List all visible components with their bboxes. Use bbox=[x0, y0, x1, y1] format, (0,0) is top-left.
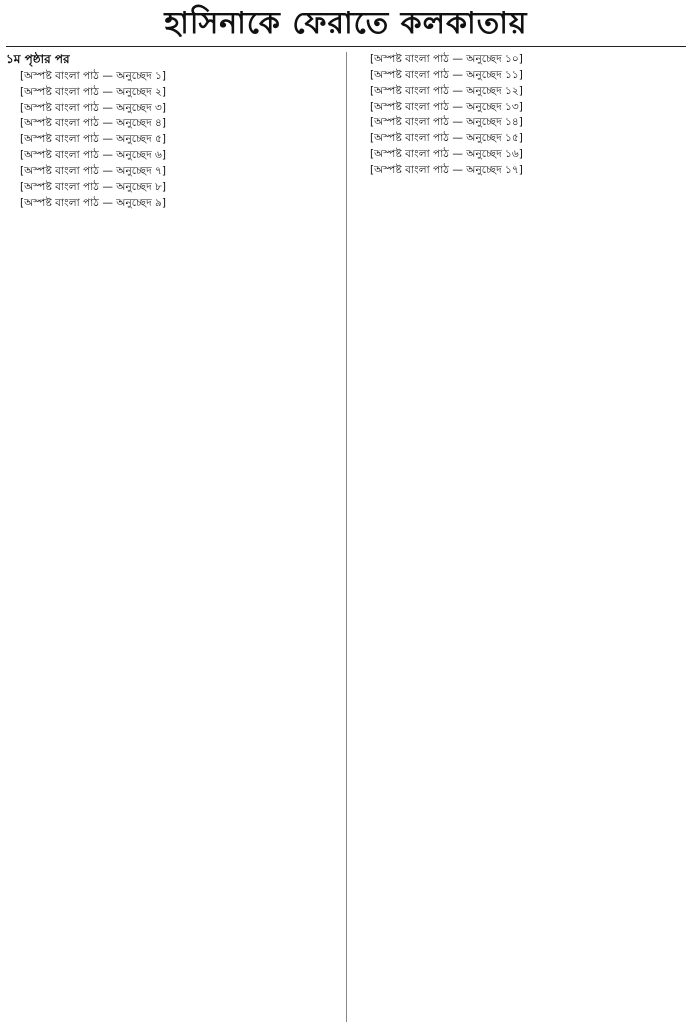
right-column-paragraph: [অস্পষ্ট বাংলা পাঠ — অনুচ্ছেদ ১৩] bbox=[370, 100, 523, 113]
headline-rule bbox=[6, 46, 686, 47]
left-column-paragraph: [অস্পষ্ট বাংলা পাঠ — অনুচ্ছেদ ৪] bbox=[20, 117, 167, 130]
left-column-paragraph: [অস্পষ্ট বাংলা পাঠ — অনুচ্ছেদ ৫] bbox=[20, 133, 167, 146]
right-column-paragraph: [অস্পষ্ট বাংলা পাঠ — অনুচ্ছেদ ১৭] bbox=[370, 163, 523, 176]
column-divider bbox=[346, 52, 347, 1022]
right-column-paragraph: [অস্পষ্ট বাংলা পাঠ — অনুচ্ছেদ ১৬] bbox=[370, 148, 523, 161]
right-column-paragraph: [অস্পষ্ট বাংলা পাঠ — অনুচ্ছেদ ১২] bbox=[370, 84, 523, 97]
right-column-paragraph: [অস্পষ্ট বাংলা পাঠ — অনুচ্ছেদ ১০] bbox=[370, 53, 523, 65]
left-column-paragraph: [অস্পষ্ট বাংলা পাঠ — অনুচ্ছেদ ৩] bbox=[20, 101, 167, 114]
right-column-paragraph: [অস্পষ্ট বাংলা পাঠ — অনুচ্ছেদ ১৫] bbox=[370, 132, 523, 145]
left-column-paragraph: [অস্পষ্ট বাংলা পাঠ — অনুচ্ছেদ ২] bbox=[20, 85, 167, 98]
left-column-paragraph: [অস্পষ্ট বাংলা পাঠ — অনুচ্ছেদ ৭] bbox=[20, 164, 167, 177]
left-column-paragraph: [অস্পষ্ট বাংলা পাঠ — অনুচ্ছেদ ৯] bbox=[20, 196, 167, 209]
continued-from-label: ১ম পৃষ্ঠার পর bbox=[6, 52, 70, 66]
left-column-paragraph: [অস্পষ্ট বাংলা পাঠ — অনুচ্ছেদ ৬] bbox=[20, 149, 167, 162]
right-column-paragraph: [অস্পষ্ট বাংলা পাঠ — অনুচ্ছেদ ১৪] bbox=[370, 116, 523, 129]
left-column-paragraph: [অস্পষ্ট বাংলা পাঠ — অনুচ্ছেদ ১] bbox=[20, 69, 167, 82]
right-column-paragraphs bbox=[356, 52, 688, 179]
left-column-paragraphs bbox=[6, 69, 338, 212]
left-column-paragraph: [অস্পষ্ট বাংলা পাঠ — অনুচ্ছেদ ৮] bbox=[20, 180, 167, 193]
right-column bbox=[356, 52, 688, 1024]
left-column bbox=[6, 52, 338, 1024]
headline: হাসিনাকে ফেরাতে কলকাতায় bbox=[164, 6, 528, 41]
right-column-paragraph: [অস্পষ্ট বাংলা পাঠ — অনুচ্ছেদ ১১] bbox=[370, 68, 523, 81]
